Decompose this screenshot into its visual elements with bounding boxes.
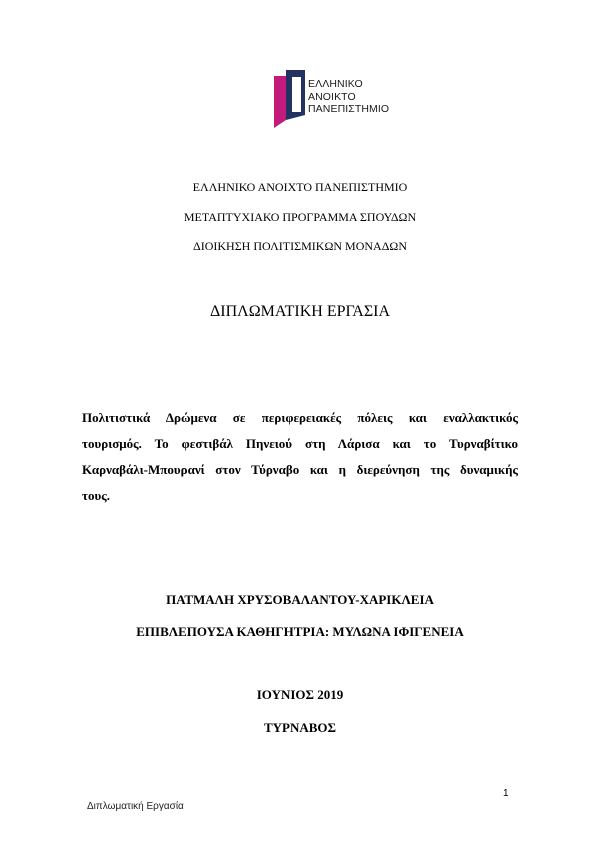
document-type-heading: ΔΙΠΛΩΜΑΤΙΚΗ ΕΡΓΑΣΙΑ xyxy=(209,303,391,320)
submission-city: ΤΥΡΝΑΒΟΣ xyxy=(263,720,337,735)
page-number: 1 xyxy=(503,788,509,799)
university-logo xyxy=(274,70,414,130)
university-name: ΕΛΛΗΝΙΚΟ ΑΝΟΙΧΤΟ ΠΑΝΕΠΙΣΤΗΜΙΟ xyxy=(192,180,408,194)
title-line: Πολιτιστικά Δρώμενα σε περιφερειακές πόλεις και εναλλακτικός xyxy=(82,410,518,425)
department-name: ΔΙΟΙΚΗΣΗ ΠΟΛΙΤΙΣΜΙΚΩΝ ΜΟΝΑΔΩΝ xyxy=(192,239,407,253)
supervisor-name: ΕΠΙΒΛΕΠΟΥΣΑ ΚΑΘΗΓΗΤΡΙΑ: ΜΥΛΩΝΑ ΙΦΙΓΕΝΕΙΑ xyxy=(136,624,464,639)
thesis-title xyxy=(82,405,518,509)
university-logo-icon xyxy=(274,70,310,130)
author-name: ΠΑΤΜΑΛΗ ΧΡΥΣΟΒΑΛΑΝΤΟΥ-ΧΑΡΙΚΛΕΙΑ xyxy=(166,592,434,607)
title-line: τους. xyxy=(82,488,110,503)
logo-line: ΕΛΛΗΝΙΚΟ xyxy=(308,78,363,90)
logo-line: ΑΝΟΙΚΤΟ xyxy=(308,90,356,103)
submission-date: ΙΟΥΝΙΟΣ 2019 xyxy=(256,687,344,702)
title-line: Καρναβάλι-Μπουρανί στον Τύρναβο και η διερεύνηση της δυναμικής xyxy=(82,462,518,477)
program-name: ΜΕΤΑΠΤΥΧΙΑΚΟ ΠΡΟΓΡΑΜΜΑ ΣΠΟΥΔΩΝ xyxy=(183,210,417,224)
logo-line: ΠΑΝΕΠΙΣΤΗΜΙΟ xyxy=(308,103,390,115)
logo-wordmark xyxy=(308,78,389,116)
footer-text: Διπλωματική Εργασία xyxy=(87,801,184,812)
title-line: τουρισμός. Το φεστιβάλ Πηνειού στη Λάρισα και το Τυρναβίτικο xyxy=(82,436,518,451)
